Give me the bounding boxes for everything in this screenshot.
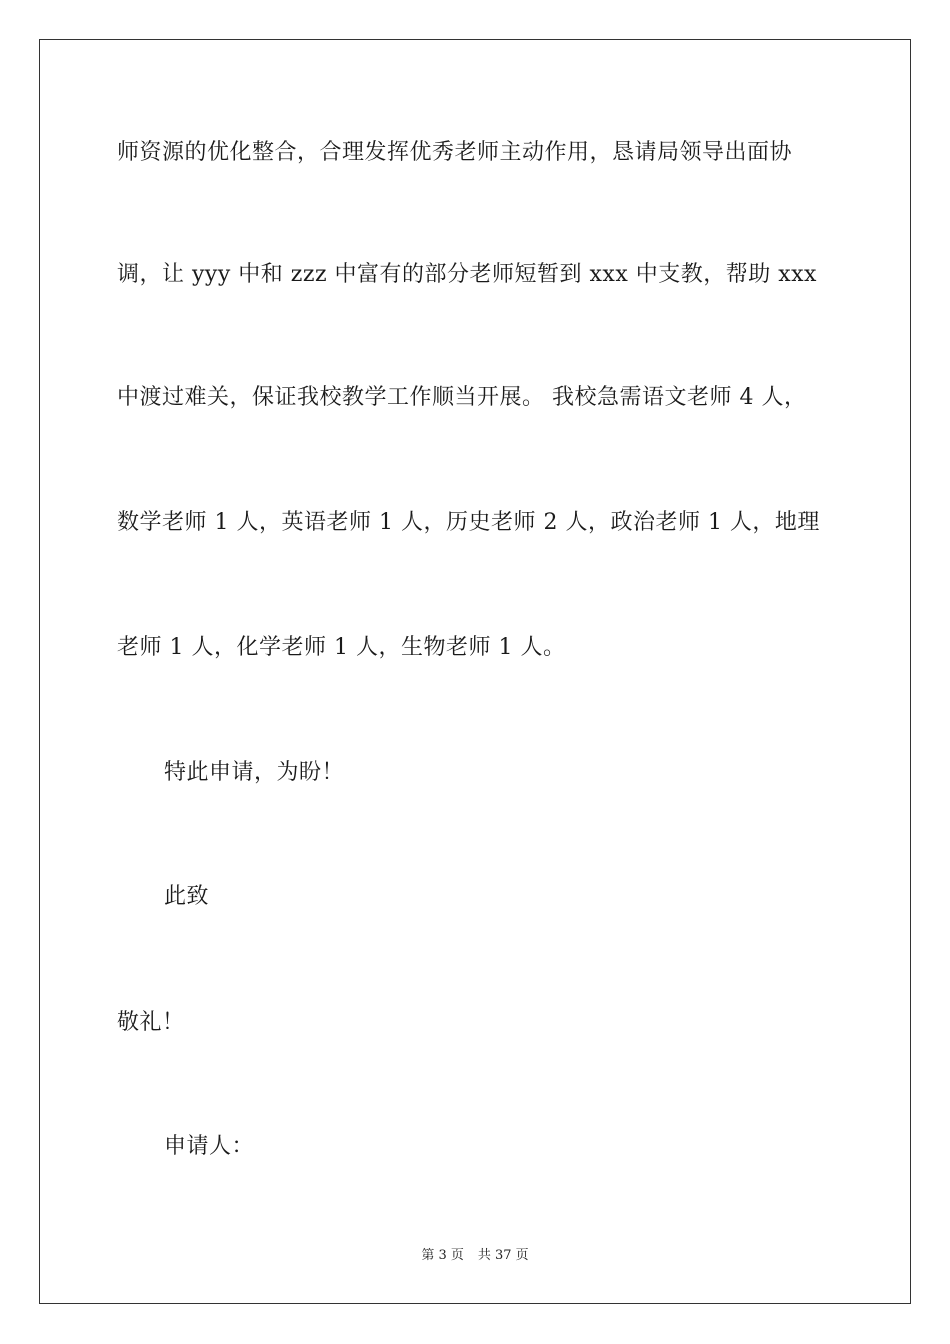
page-frame <box>39 39 911 1304</box>
body-line-1: 师资源的优化整合，合理发挥优秀老师主动作用，恳请局领导出面协 <box>117 140 793 165</box>
body-line-5: 老师 1 人，化学老师 1 人，生物老师 1 人。 <box>117 635 566 660</box>
page-number-total: 共 37 页 <box>477 1248 529 1263</box>
body-line-4: 数学老师 1 人，英语老师 1 人，历史老师 2 人，政治老师 1 人，地理 <box>117 510 820 535</box>
salutation-cizhi: 此致 <box>164 884 210 909</box>
closing-request: 特此申请，为盼！ <box>164 760 345 785</box>
salutation-jingli: 敬礼！ <box>117 1010 185 1035</box>
body-line-2: 调，让 yyy 中和 zzz 中富有的部分老师短暂到 xxx 中支教，帮助 xxx <box>117 262 817 287</box>
applicant-label: 申请人： <box>164 1134 255 1159</box>
page-number-current: 第 3 页 <box>421 1248 464 1263</box>
body-line-3: 中渡过难关，保证我校教学工作顺当开展。 我校急需语文老师 4 人， <box>117 385 807 410</box>
page-footer <box>0 1248 950 1264</box>
